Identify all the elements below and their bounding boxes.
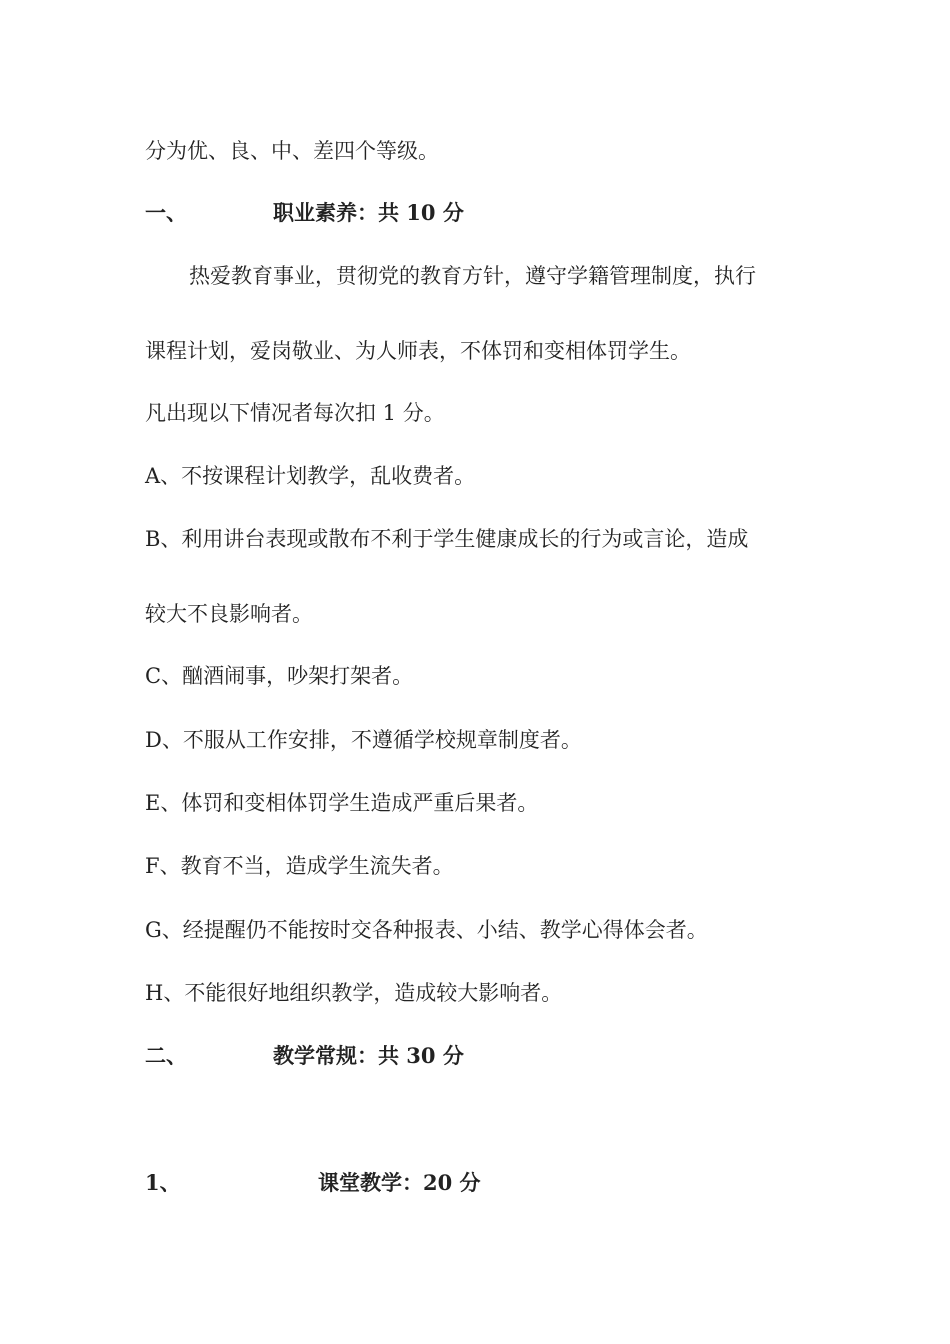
paragraph-line: 热爱教育事业，贯彻党的教育方针，遵守学籍管理制度，执行 xyxy=(189,264,756,288)
list-item: F、教育不当，造成学生流失者。 xyxy=(145,854,454,878)
subsection-title: 课堂教学：20 分 xyxy=(318,1170,481,1195)
deduction-rule-text: 凡出现以下情况者每次扣 1 分。 xyxy=(145,401,445,425)
section-title: 教学常规：共 30 分 xyxy=(273,1043,464,1068)
list-item: B、利用讲台表现或散布不利于学生健康成长的行为或言论，造成 xyxy=(145,527,749,551)
paragraph-line: 课程计划，爱岗敬业、为人师表，不体罚和变相体罚学生。 xyxy=(145,339,691,363)
list-item: D、不服从工作安排，不遵循学校规章制度者。 xyxy=(145,728,582,752)
section-number: 二、 xyxy=(145,1043,187,1068)
list-item: G、经提醒仍不能按时交各种报表、小结、教学心得体会者。 xyxy=(145,918,708,942)
section-heading-2 xyxy=(145,1042,464,1070)
section-number: 一、 xyxy=(145,200,187,225)
subsection-heading-1 xyxy=(145,1169,481,1197)
list-item: 较大不良影响者。 xyxy=(145,602,313,626)
list-item: A、不按课程计划教学，乱收费者。 xyxy=(145,464,476,488)
intro-text: 分为优、良、中、差四个等级。 xyxy=(145,139,439,163)
subsection-number: 1、 xyxy=(145,1170,181,1195)
list-item: H、不能很好地组织教学，造成较大影响者。 xyxy=(145,981,563,1005)
section-title: 职业素养：共 10 分 xyxy=(273,200,464,225)
list-item: C、酗酒闹事，吵架打架者。 xyxy=(145,664,414,688)
list-item: E、体罚和变相体罚学生造成严重后果者。 xyxy=(145,791,539,815)
section-heading-1 xyxy=(145,199,464,227)
